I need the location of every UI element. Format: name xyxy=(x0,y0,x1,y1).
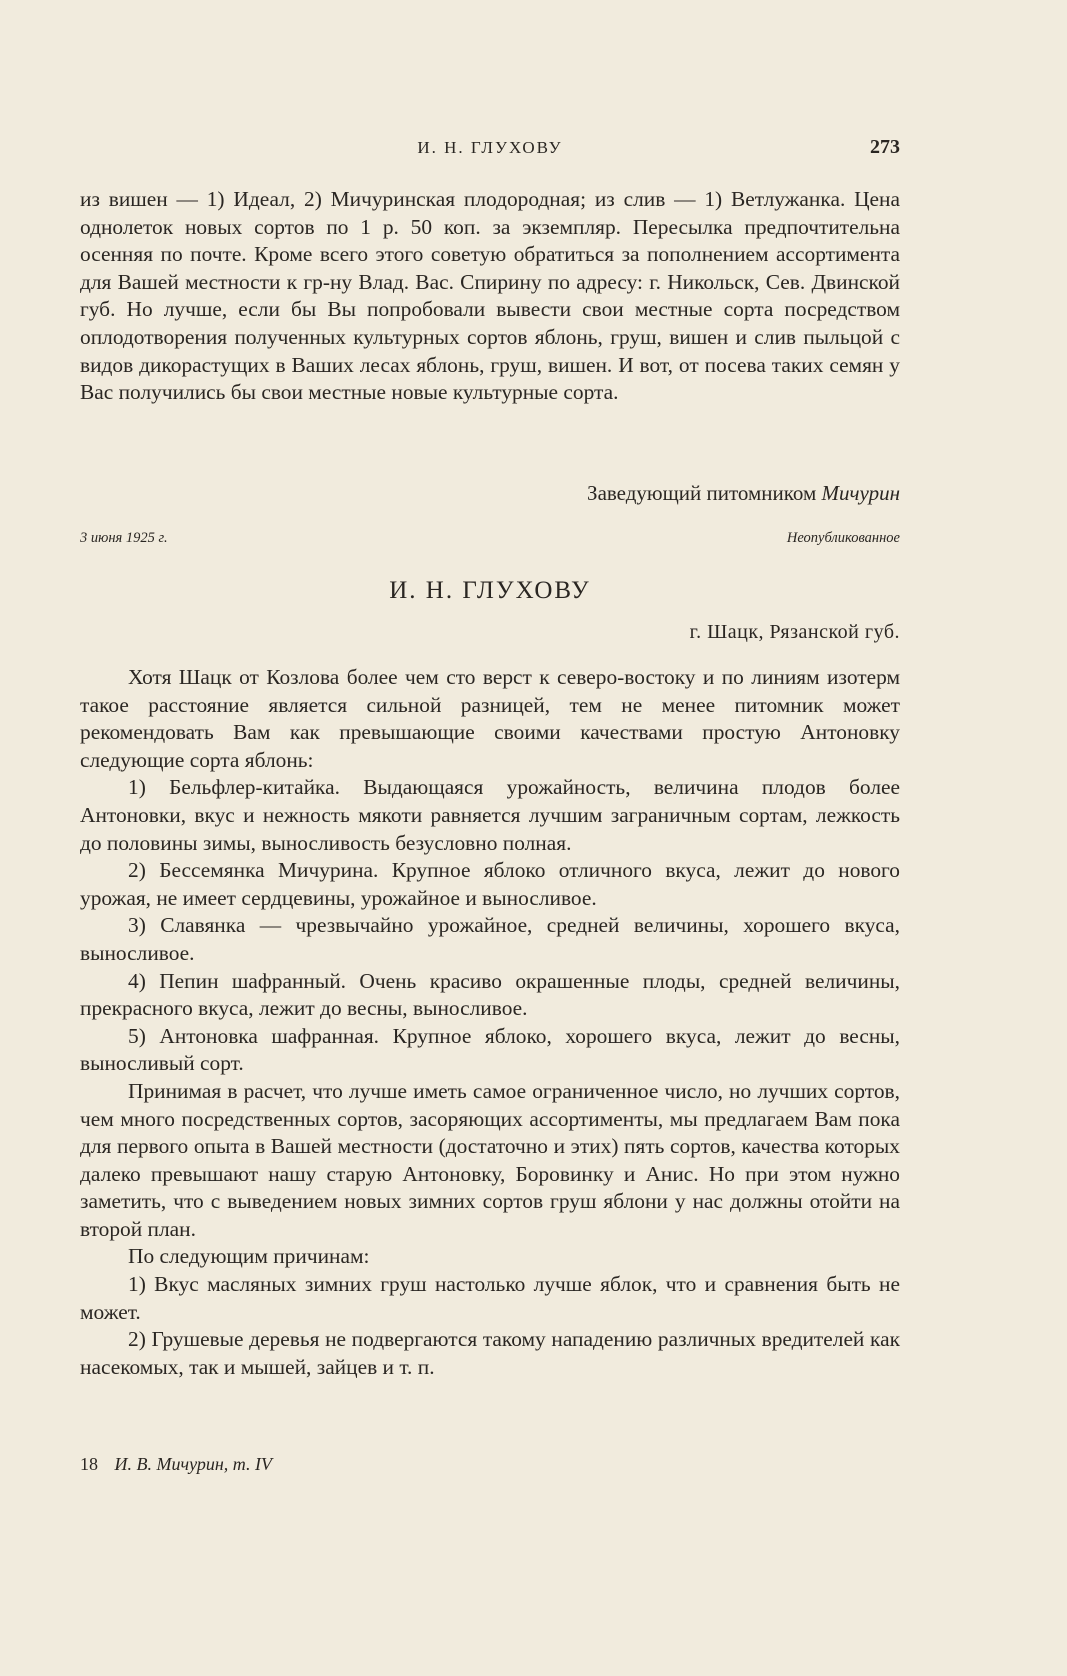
paragraph: 5) Антоновка шафранная. Крупное яблоко, хорошего вкуса, лежит до весны, выносливый сорт. xyxy=(80,1023,900,1076)
paragraph: 4) Пепин шафранный. Очень красиво окрашенные плоды, средней величины, прекрасного вкуса, лежит до весны, выносливое. xyxy=(80,968,900,1021)
paragraph: из вишен — 1) Идеал, 2) Мичуринская плодородная; из слив — 1) Ветлужанка. Цена однолеток новых сортов по 1 р. 50 коп. за экземпляр. Пересылка предпочтительна осенняя по почте. Кроме всего этого советую обратиться за пополнением ассортимента для Вашей местности к гр-ну Влад. Вас. Спирину по адресу: г. Никольск, Сев. Двинской губ. Но лучше, если бы Вы попробовали вывести свои местные сорта посредством оплодотворения полученных культурных сортов яблонь, груш, вишен и слив пыльцой с видов дикорастущих в Ваших лесах яблонь, груш, вишен. И вот, от посева таких семян у Вас получились бы свои местные новые культурные сорта. xyxy=(80,187,900,405)
continuation-text xyxy=(80,186,900,407)
signature-mark: 18 xyxy=(80,1454,98,1474)
paragraph: 1) Вкус масляных зимних груш настолько лучше яблок, что и сравнения быть не может. xyxy=(80,1272,900,1324)
paragraph: Принимая в расчет, что лучше иметь самое ограниченное число, но лучших сортов, чем много посредственных сортов, засоряющих ассортименты, мы предлагаем Вам пока для первого опыта в Вашей местности (достаточно и этих) пять сортов, качества которых далеко превышают нашу старую Антоновку, Боровинку и Анис. Но при этом нужно заметить, что с выведением новых зимних сортов груш яблони у нас должны отойти на второй план. xyxy=(80,1078,900,1241)
footer-text: И. В. Мичурин, т. IV xyxy=(114,1454,272,1474)
letter-title: И. Н. ГЛУХОВУ xyxy=(389,577,591,604)
signature-position: Заведующий питомником xyxy=(587,481,817,505)
paragraph: Хотя Шацк от Козлова более чем сто верст к северо-востоку и по линиям изотерм такое расстояние является сильной разницей, тем не менее питомник может рекомендовать Вам как превышающие своими качествами простую Антоновку следующие сорта яблонь: xyxy=(80,665,900,772)
paragraph: 3) Славянка — чрезвычайно урожайное, средней величины, хорошего вкуса, выносливое. xyxy=(80,913,900,965)
letter-date: 3 июня 1925 г. xyxy=(80,530,168,546)
paragraph: По следующим причинам: xyxy=(128,1244,370,1269)
page-number: 273 xyxy=(870,136,900,158)
letter-body xyxy=(80,664,900,1381)
running-head xyxy=(80,134,900,166)
paragraph: 1) Бельфлер-китайка. Выдающаяся урожайность, величина плодов более Антоновки, вкус и нежность мякоти равняется лучшим заграничным сортам, лежкость до половины зимы, выносливость безусловно полная. xyxy=(80,775,900,855)
letter-address: г. Шацк, Рязанской губ. xyxy=(689,621,900,643)
publication-note: Неопубликованное xyxy=(786,530,900,546)
paragraph: 2) Бессемянка Мичурина. Крупное яблоко отличного вкуса, лежит до нового урожая, не имеет сердцевины, урожайное и выносливое. xyxy=(80,858,900,910)
signature-name: Мичурин xyxy=(821,481,900,505)
running-head-title: И. Н. ГЛУХОВУ xyxy=(417,138,563,157)
date-line xyxy=(80,530,900,550)
paragraph: 2) Грушевые деревья не подвергаются такому нападению различных вредителей как насекомых, так и мышей, зайцев и т. п. xyxy=(80,1327,900,1379)
signature xyxy=(587,481,900,506)
footer xyxy=(80,1454,272,1475)
